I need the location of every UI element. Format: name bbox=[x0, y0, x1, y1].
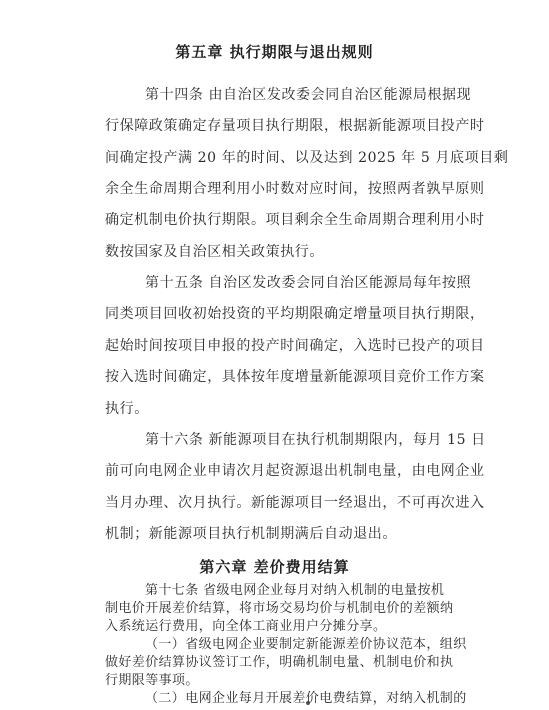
text-line: 行期限等事项。 bbox=[105, 673, 199, 688]
text-line: 余全生命周期合理利用小时数对应时间，按照两者孰早原则 bbox=[105, 181, 485, 197]
text-line: 制电价开展差价结算，将市场交易均价与机制电价的差额纳 bbox=[105, 601, 454, 616]
text-line: 确定机制电价执行期限。项目剩余全生命周期合理利用小时 bbox=[105, 212, 485, 228]
text-line: 第十七条 省级电网企业每月对纳入机制的电量按机 bbox=[145, 583, 445, 598]
text-line: 第十四条 由自治区发改委会同自治区能源局根据现 bbox=[145, 87, 472, 103]
text-line: 第十六条 新能源项目在执行机制期限内，每月 15 日 bbox=[145, 432, 486, 448]
text-line: 行保障政策确定存量项目执行期限，根据新能源项目投产时 bbox=[105, 118, 485, 134]
text-line: （一）省级电网企业要制定新能源差价协议范本，组织 bbox=[145, 637, 467, 652]
text-line: 执行。 bbox=[105, 401, 149, 417]
text-line: 同类项目回收初始投资的平均期限确定增量项目执行期限， bbox=[105, 306, 485, 322]
text-line: 第十五条 自治区发改委会同自治区能源局每年按照 bbox=[145, 275, 472, 291]
text-line: 按入选时间确定，具体按年度增量新能源项目竞价工作方案 bbox=[105, 369, 485, 385]
text-line: 数按国家及自治区相关政策执行。 bbox=[105, 244, 324, 260]
text-line: 起始时间按项目申报的投产时间确定，入选时已投产的项目 bbox=[105, 338, 485, 354]
text-line: 做好差价结算协议签订工作，明确机制电量、机制电价和执 bbox=[105, 655, 454, 670]
text-line: 当月办理、次月执行。新能源项目一经退出，不可再次进入 bbox=[105, 495, 485, 511]
text-line: 入系统运行费用，向全体工商业用户分摊分享。 bbox=[105, 619, 387, 634]
chapter-5-title: 第五章 执行期限与退出规则 bbox=[175, 43, 374, 61]
text-line: （二）电网企业每月开展差价电费结算，对纳入机制的 bbox=[145, 691, 467, 706]
chapter-6-title: 第六章 差价费用结算 bbox=[199, 558, 350, 576]
text-line: 前可向电网企业申请次月起资源退出机制电量，由电网企业 bbox=[105, 463, 485, 479]
text-line: 机制；新能源项目执行机制期满后自动退出。 bbox=[105, 526, 397, 542]
text-line: 间确定投产满 20 年的时间、以及达到 2025 年 5 月底项目剩 bbox=[105, 150, 509, 166]
